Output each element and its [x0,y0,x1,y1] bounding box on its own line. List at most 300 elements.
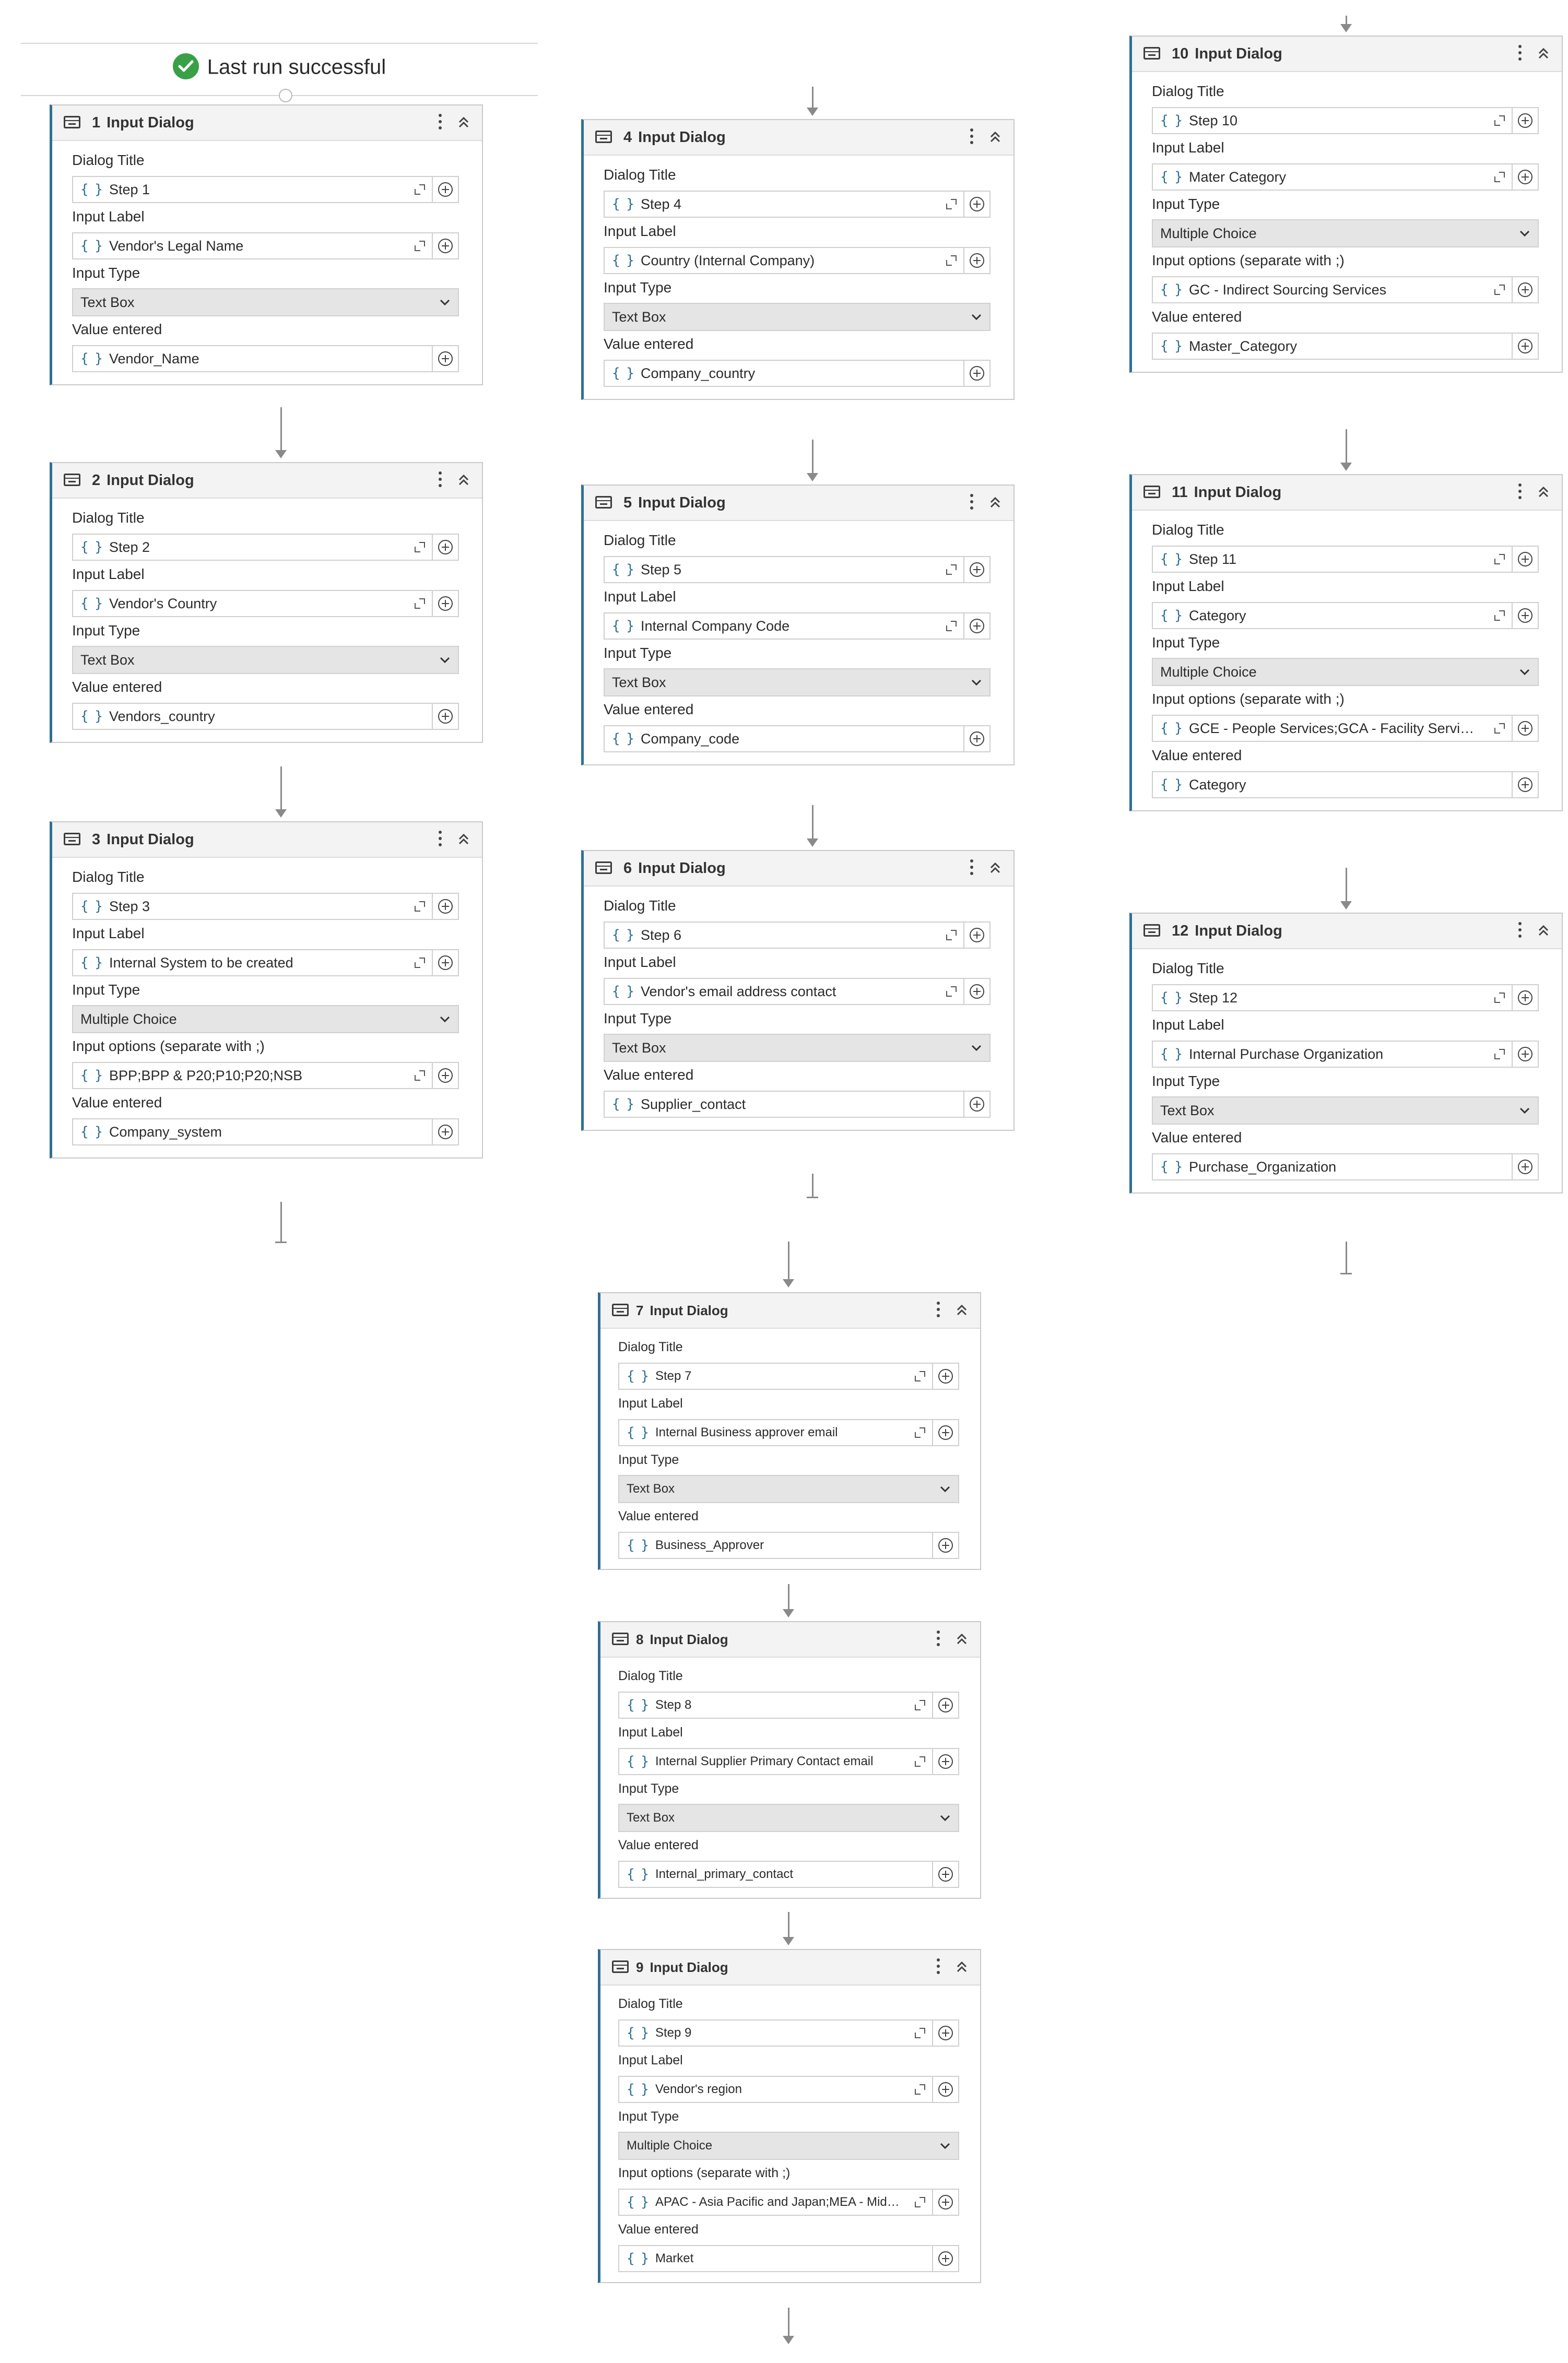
expression-braces-icon: { } [80,899,102,914]
expand-editor-icon[interactable] [945,928,958,942]
dialog-title-field[interactable] [72,534,433,561]
dialog-title-field-value: Step 5 [640,561,682,577]
expression-braces-icon: { } [612,365,633,381]
input-label-field[interactable] [1152,1041,1513,1068]
arrow-down-icon [807,838,818,847]
add-variable-button[interactable] [933,1692,959,1719]
expand-editor-icon[interactable] [1493,609,1506,622]
input-options-field-row [1152,276,1539,304]
expand-editor-icon[interactable] [413,239,427,253]
add-variable-button[interactable] [964,612,991,640]
dialog-title-field[interactable] [618,1692,933,1719]
plus-circle-icon [938,1754,953,1769]
collapse-icon[interactable] [1535,921,1552,941]
value-entered-field[interactable] [604,725,964,752]
expand-editor-icon[interactable] [913,1426,927,1439]
input-type-label: Input Type [604,645,672,661]
expand-editor-icon[interactable] [1493,722,1506,735]
activity-title [623,129,726,146]
input-label-field-value: Vendor's Country [109,595,217,611]
add-variable-button[interactable] [1513,276,1539,303]
more-options-icon[interactable] [966,856,977,880]
input-type-label: Input Type [1152,634,1220,651]
more-options-icon[interactable] [1515,919,1525,943]
add-variable-button[interactable] [1513,163,1539,191]
input-label-field-value: Vendor's region [655,2082,742,2096]
value-entered-field[interactable] [618,1861,933,1888]
value-entered-field-row [604,359,991,387]
input-label-field-row [618,1747,959,1776]
value-entered-field[interactable] [604,1091,964,1118]
card-body [1132,511,1562,810]
plus-circle-icon [938,2195,953,2210]
plus-circle-icon [938,1867,953,1882]
input-options-field[interactable] [618,2189,933,2216]
value-entered-field[interactable] [72,703,433,730]
expand-editor-icon[interactable] [913,1698,927,1712]
input-dialog-icon [595,861,612,874]
add-variable-button[interactable] [933,1419,959,1446]
expand-editor-icon[interactable] [913,2195,927,2209]
input-dialog-icon [595,131,612,143]
input-type-label: Input Type [604,1010,672,1026]
input-dialog-icon [64,833,80,845]
input-dialog-card-7 [598,1292,981,1570]
add-variable-button[interactable] [933,1861,959,1888]
expression-braces-icon: { } [612,927,633,943]
add-variable-button[interactable] [433,590,459,617]
expression-braces-icon: { } [612,984,633,999]
value-entered-field[interactable] [1152,333,1513,360]
collapse-icon[interactable] [455,830,473,849]
chevron-down-icon [439,656,451,664]
plus-circle-icon [1518,282,1532,297]
expression-braces-icon: { } [1160,551,1182,567]
add-variable-button[interactable] [433,1062,459,1089]
input-options-field[interactable] [1152,276,1513,303]
more-options-icon[interactable] [966,125,977,149]
input-dialog-icon [612,1960,629,1973]
card-header [52,822,482,858]
dialog-title-label: Dialog Title [1152,83,1224,99]
dialog-title-field[interactable] [1152,546,1513,573]
add-variable-button[interactable] [1513,333,1539,360]
value-entered-field-row [618,1860,959,1888]
input-type-value: Text Box [612,674,666,690]
add-variable-button[interactable] [964,247,991,274]
value-entered-field-value: Category [1188,776,1246,793]
dialog-title-field[interactable] [604,921,964,949]
input-label-label: Input Label [618,1725,683,1740]
dialog-title-label: Dialog Title [1152,960,1224,976]
value-entered-label: Value entered [72,1094,162,1110]
dialog-title-field-row [618,1362,959,1390]
collapse-icon[interactable] [1535,44,1552,64]
add-variable-button[interactable] [1513,984,1539,1011]
chevron-down-icon [439,1015,451,1023]
dialog-title-field[interactable] [1152,984,1513,1011]
expand-editor-icon[interactable] [1493,991,1506,1005]
input-label-field-row [1152,163,1539,191]
more-options-icon[interactable] [435,468,445,492]
expression-braces-icon: { } [612,253,633,268]
input-type-select[interactable] [604,668,991,696]
expand-editor-icon[interactable] [913,1755,927,1768]
expand-editor-icon[interactable] [1493,170,1506,184]
expand-editor-icon[interactable] [413,956,427,970]
expression-braces-icon: { } [612,618,633,634]
value-entered-label: Value entered [604,336,694,352]
plus-circle-icon [438,596,453,611]
add-variable-button[interactable] [964,978,991,1005]
dialog-title-field[interactable] [604,556,964,583]
plus-circle-icon [438,709,453,724]
expression-braces-icon: { } [80,539,102,555]
value-entered-label: Value entered [72,679,162,695]
add-variable-button[interactable] [933,2019,959,2047]
chevron-down-icon [939,2142,951,2149]
add-variable-button[interactable] [433,232,459,259]
input-label-field-row [604,977,991,1006]
value-entered-label: Value entered [1152,747,1242,763]
add-variable-button[interactable] [1513,1041,1539,1068]
activity-number: 4 [623,129,632,146]
arrow-down-icon [275,450,287,458]
add-variable-button[interactable] [933,1363,959,1390]
input-label-field-value: Category [1188,607,1246,623]
expand-editor-icon[interactable] [945,254,958,267]
value-entered-field[interactable] [618,2245,933,2272]
add-variable-button[interactable] [1513,771,1539,798]
input-options-field[interactable] [1152,715,1513,742]
input-options-field-value: APAC - Asia Pacific and Japan;MEA - Mid… [655,2195,900,2209]
arrow-down-icon [807,473,818,481]
input-type-label: Input Type [604,279,672,296]
plus-circle-icon [1518,990,1532,1005]
input-label-field-value: Internal System to be created [109,954,293,971]
arrow-down-icon [783,2336,794,2344]
dialog-title-label: Dialog Title [604,897,676,914]
input-label-field[interactable] [604,978,964,1005]
value-entered-field-value: Company_country [640,365,756,381]
expand-editor-icon[interactable] [913,2083,927,2096]
expression-braces-icon: { } [627,1368,648,1384]
input-label-field[interactable] [72,590,433,617]
expression-braces-icon: { } [612,562,633,577]
add-variable-button[interactable] [1513,715,1539,742]
dialog-title-field-row [604,556,991,584]
arrow-down-icon [1340,24,1352,32]
expand-editor-icon[interactable] [945,619,958,633]
plus-circle-icon [438,182,453,197]
expression-braces-icon: { } [1160,169,1182,185]
chevron-down-icon [939,1485,951,1493]
add-variable-button[interactable] [933,2189,959,2216]
add-variable-button[interactable] [433,703,459,730]
chevron-down-icon [971,313,982,321]
dialog-title-field[interactable] [604,191,964,218]
connector-line [1346,1242,1347,1273]
dialog-title-field-value: Step 9 [655,2026,692,2040]
card-header [600,1622,980,1658]
connector-line [788,1912,789,1940]
value-entered-field[interactable] [72,345,433,372]
input-label-field[interactable] [604,247,964,274]
expand-editor-icon[interactable] [413,183,427,196]
input-label-field-row [1152,601,1539,630]
input-label-field-value: Internal Company Code [640,618,790,634]
connector-end [1340,1273,1352,1274]
value-entered-field[interactable] [1152,1153,1513,1180]
expand-editor-icon[interactable] [945,197,958,211]
plus-circle-icon [970,619,984,633]
plus-circle-icon [938,1369,953,1384]
input-type-value: Multiple Choice [627,2138,713,2153]
more-options-icon[interactable] [966,491,977,515]
collapse-icon[interactable] [455,113,473,133]
input-dialog-card-6 [581,850,1015,1131]
input-label-label: Input Label [604,223,676,239]
activity-name: Input Dialog [650,1632,728,1647]
plus-circle-icon [438,899,453,914]
activity-title [636,1959,728,1976]
input-options-label: Input options (separate with ;) [618,2166,791,2180]
dialog-title-field-value: Step 1 [109,181,150,197]
value-entered-field-value: Supplier_contact [640,1096,746,1112]
input-type-value: Text Box [627,1811,675,1825]
add-variable-button[interactable] [964,191,991,218]
expression-braces-icon: { } [612,731,633,747]
more-options-icon[interactable] [435,828,445,852]
add-variable-button[interactable] [964,725,991,752]
input-label-field[interactable] [72,232,433,259]
add-variable-button[interactable] [1513,546,1539,573]
plus-circle-icon [1518,1047,1532,1061]
card-header [584,851,1013,887]
input-label-field[interactable] [604,612,964,640]
input-label-field-value: Vendor's email address contact [640,983,836,999]
plus-circle-icon [970,366,984,381]
add-variable-button[interactable] [1513,602,1539,629]
input-type-select[interactable] [618,1804,959,1832]
more-options-icon[interactable] [1515,480,1525,504]
input-label-field-value: Mater Category [1188,169,1287,185]
input-type-select[interactable] [1152,1096,1539,1125]
value-entered-field-row [604,1090,991,1118]
connector-line [812,440,814,476]
plus-circle-icon [938,1698,953,1712]
value-entered-field[interactable] [72,1118,433,1145]
add-variable-button[interactable] [964,360,991,387]
input-type-select[interactable] [618,2132,959,2160]
expand-editor-icon[interactable] [913,1369,927,1383]
expand-editor-icon[interactable] [945,563,958,576]
dialog-title-field-value: Step 8 [655,1698,692,1712]
activity-number: 5 [623,494,632,511]
collapse-icon[interactable] [953,1629,971,1649]
dialog-title-field[interactable] [618,2019,933,2047]
input-type-select[interactable] [604,1034,991,1062]
dialog-title-field-value: Step 12 [1188,989,1238,1006]
input-label-field[interactable] [618,2076,933,2103]
card-header [1132,37,1562,72]
collapse-icon[interactable] [986,858,1004,878]
plus-circle-icon [1518,777,1532,792]
card-body [1132,72,1562,372]
plus-circle-icon [438,351,453,366]
activity-number: 10 [1172,45,1189,62]
input-label-label: Input Label [618,2053,683,2067]
add-variable-button[interactable] [1513,1153,1539,1180]
activity-number: 11 [1172,484,1188,501]
activity-name: Input Dialog [1194,484,1282,501]
expand-editor-icon[interactable] [413,900,427,913]
expression-braces-icon: { } [627,2025,648,2041]
dialog-title-field-row [604,190,991,218]
arrow-down-icon [783,1937,794,1945]
collapse-icon[interactable] [1535,482,1552,502]
chevron-down-icon [1519,1107,1530,1114]
input-type-label: Input Type [1152,1073,1220,1089]
input-label-field[interactable] [618,1419,933,1446]
collapse-icon[interactable] [986,493,1004,513]
input-type-select[interactable] [72,646,459,674]
input-type-value: Multiple Choice [1160,225,1257,241]
chevron-down-icon [439,299,451,306]
add-variable-button[interactable] [433,345,459,372]
dialog-title-field-row [604,921,991,949]
dialog-title-label: Dialog Title [618,1340,683,1354]
input-dialog-icon [1143,47,1160,60]
more-options-icon[interactable] [1515,42,1525,66]
chevron-down-icon [1519,668,1530,676]
expand-editor-icon[interactable] [1493,1047,1506,1061]
input-type-label: Input Type [618,2109,679,2124]
add-variable-button[interactable] [933,1532,959,1559]
add-variable-button[interactable] [1513,107,1539,134]
dialog-title-field-row [1152,545,1539,573]
expand-editor-icon[interactable] [1493,283,1506,297]
value-entered-field[interactable] [1152,771,1513,798]
expand-editor-icon[interactable] [1493,114,1506,127]
add-variable-button[interactable] [964,1091,991,1118]
input-label-field[interactable] [1152,602,1513,629]
input-type-select[interactable] [604,303,991,331]
connector-line [280,1202,282,1242]
input-label-label: Input Label [1152,139,1224,156]
activity-title [636,1632,728,1648]
expand-editor-icon[interactable] [413,1069,427,1082]
input-options-field-value: GC - Indirect Sourcing Services [1188,281,1387,298]
collapse-icon[interactable] [455,470,473,490]
more-options-icon[interactable] [933,1627,944,1651]
input-type-value: Text Box [612,1039,666,1056]
input-type-value: Text Box [627,1482,675,1496]
plus-circle-icon [438,955,453,970]
input-type-label: Input Type [618,1781,679,1796]
collapse-icon[interactable] [953,1957,971,1977]
expand-editor-icon[interactable] [413,540,427,554]
input-type-select[interactable] [72,288,459,316]
add-variable-button[interactable] [433,176,459,203]
collapse-icon[interactable] [986,127,1004,147]
plus-circle-icon [1518,608,1532,623]
input-label-field[interactable] [72,949,433,976]
expression-braces-icon: { } [627,2082,648,2097]
input-type-select[interactable] [1152,219,1539,247]
add-variable-button[interactable] [933,2076,959,2103]
add-variable-button[interactable] [933,2245,959,2272]
input-options-label: Input options (separate with ;) [72,1038,265,1054]
dialog-title-field[interactable] [1152,107,1513,134]
more-options-icon[interactable] [933,1955,944,1979]
activity-number: 6 [623,860,632,877]
value-entered-field-row [1152,771,1539,799]
add-variable-button[interactable] [933,1748,959,1775]
card-body [600,1658,980,1898]
plus-circle-icon [1518,1160,1532,1174]
expand-editor-icon[interactable] [913,2026,927,2040]
dialog-title-field[interactable] [72,893,433,920]
more-options-icon[interactable] [933,1298,944,1322]
input-label-field-row [618,1419,959,1447]
expression-braces-icon: { } [1160,113,1182,128]
input-dialog-icon [1143,486,1160,498]
dialog-title-label: Dialog Title [72,152,145,168]
input-label-field-value: Internal Business approver email [655,1425,838,1439]
input-type-select[interactable] [72,1005,459,1033]
value-entered-field[interactable] [618,1532,933,1559]
expression-braces-icon: { } [1160,1046,1182,1062]
input-options-field[interactable] [72,1062,433,1089]
expression-braces-icon: { } [1160,338,1182,354]
add-variable-button[interactable] [964,921,991,949]
expression-braces-icon: { } [627,1866,648,1882]
value-entered-field-value: Vendor_Name [109,350,199,367]
input-label-field-row [604,612,991,640]
input-type-select[interactable] [1152,658,1539,686]
collapse-icon[interactable] [953,1301,971,1320]
input-type-select[interactable] [618,1475,959,1503]
input-options-field-row [72,1061,459,1090]
dialog-title-field[interactable] [72,176,433,203]
dialog-title-label: Dialog Title [618,1996,683,2011]
more-options-icon[interactable] [435,111,445,135]
activity-name: Input Dialog [650,1959,728,1975]
expand-editor-icon[interactable] [413,597,427,610]
input-label-field-row [604,246,991,275]
input-options-field-row [1152,714,1539,742]
add-variable-button[interactable] [433,893,459,920]
dialog-title-field-value: Step 2 [109,539,150,555]
input-label-field-row [72,232,459,260]
add-variable-button[interactable] [433,949,459,976]
activity-name: Input Dialog [638,494,726,511]
input-label-field[interactable] [618,1748,933,1775]
activity-title [1172,45,1282,63]
expand-editor-icon[interactable] [1493,552,1506,566]
expression-braces-icon: { } [80,955,102,971]
input-dialog-card-8 [598,1621,981,1899]
add-variable-button[interactable] [964,556,991,583]
plus-circle-icon [1518,170,1532,184]
value-entered-field[interactable] [604,360,964,387]
add-variable-button[interactable] [433,534,459,561]
expand-editor-icon[interactable] [945,985,958,998]
input-label-field[interactable] [1152,163,1513,191]
dialog-title-field[interactable] [618,1363,933,1390]
add-variable-button[interactable] [433,1118,459,1145]
